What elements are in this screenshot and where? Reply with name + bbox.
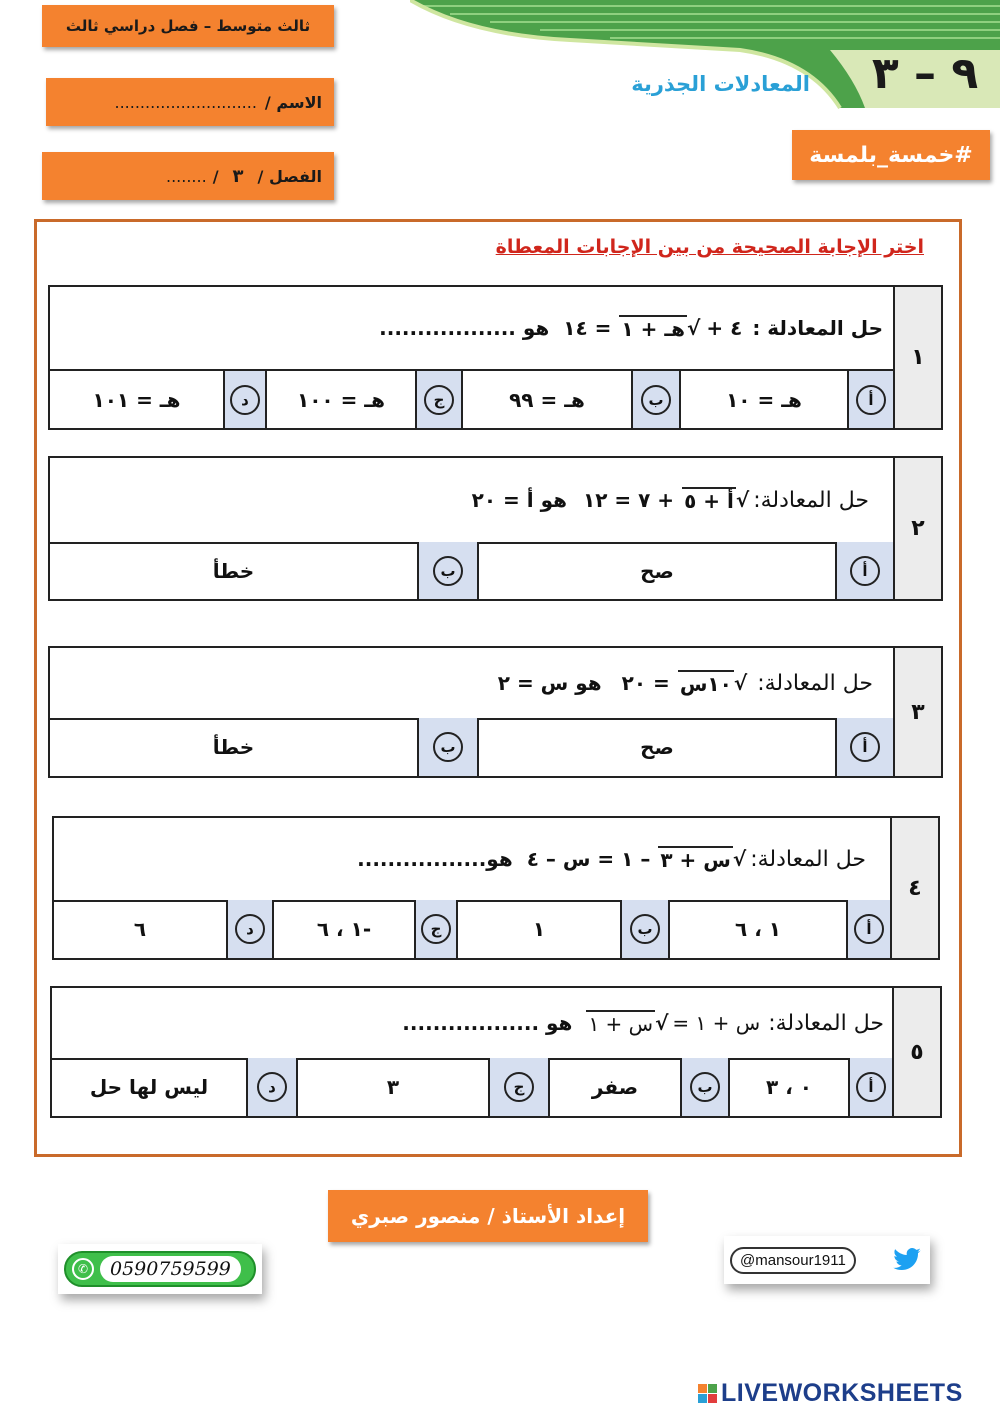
- question-number: ٢: [893, 458, 941, 599]
- option-letter-c[interactable]: ج: [415, 371, 461, 428]
- option-letter-a[interactable]: أ: [846, 900, 890, 958]
- option-b[interactable]: ١: [456, 900, 620, 958]
- option-letter-a[interactable]: أ: [835, 718, 893, 776]
- class-value: ٣: [232, 165, 244, 187]
- hashtag-badge: [792, 130, 990, 180]
- option-a[interactable]: ١ ، ٦: [668, 900, 846, 958]
- question-number: ١: [893, 287, 941, 428]
- option-letter-c[interactable]: ج: [414, 900, 456, 958]
- options-row: [54, 900, 890, 958]
- sqrt-icon: √: [687, 316, 701, 340]
- class-dots[interactable]: ........: [166, 166, 207, 186]
- stem-eq-left: س + ١ =: [672, 1011, 761, 1035]
- name-input[interactable]: ............................: [114, 92, 257, 112]
- class-label: الفصل /: [257, 166, 322, 186]
- phone-card: [58, 1244, 262, 1294]
- option-a[interactable]: صح: [477, 542, 835, 599]
- option-a[interactable]: صح: [477, 718, 835, 776]
- options-row: [52, 1058, 892, 1116]
- stem-radicand: س + ٣: [660, 848, 731, 872]
- option-b[interactable]: خطأ: [212, 558, 255, 583]
- option-letter-a[interactable]: أ: [835, 542, 893, 599]
- stem-radicand: ١٠س: [679, 672, 732, 696]
- question-stem: [54, 818, 890, 902]
- stem-eq-right: + ٧ = ١٢: [583, 488, 675, 512]
- grade-label-box: [42, 5, 334, 47]
- question-stem: [52, 988, 892, 1060]
- option-c[interactable]: ٣: [296, 1058, 488, 1116]
- stem-prefix: حل المعادلة :: [752, 316, 883, 340]
- phone-number: 0590759599: [100, 1256, 241, 1282]
- liveworksheets-brand: [698, 1378, 994, 1408]
- stem-eq-right: = ١٤: [563, 316, 612, 340]
- sqrt-icon: √: [732, 847, 747, 871]
- liveworksheets-logo-icon: [698, 1384, 717, 1403]
- question-stem: [50, 458, 893, 544]
- author-text: إعداد الأستاذ / منصور صبري: [350, 1204, 626, 1228]
- option-letter-c[interactable]: ج: [488, 1058, 548, 1116]
- option-letter-b[interactable]: ب: [631, 371, 679, 428]
- sqrt-icon: √: [733, 671, 748, 695]
- stem-suffix: هو أ = ٢٠: [471, 488, 568, 512]
- option-letter-b[interactable]: ب: [417, 718, 477, 776]
- hashtag-text: #خمسة_بلمسة: [809, 142, 973, 168]
- stem-radicand: هـ + ١: [621, 317, 686, 341]
- lesson-title: المعادلات الجذرية: [631, 72, 810, 96]
- stem-prefix: حل المعادلة:: [753, 487, 869, 513]
- question-number: ٤: [890, 818, 938, 958]
- name-label: الاسم /: [264, 92, 322, 112]
- phone-pill: [64, 1251, 256, 1287]
- option-letter-d[interactable]: د: [223, 371, 265, 428]
- stem-suffix: هو س = ٢: [497, 671, 602, 695]
- options-row: [50, 542, 893, 599]
- twitter-handle: @mansour1911: [730, 1247, 856, 1274]
- twitter-card: [724, 1236, 930, 1284]
- question-5: [50, 986, 942, 1118]
- stem-suffix: هو ..................: [402, 1011, 573, 1035]
- option-d[interactable]: ٦: [133, 917, 147, 941]
- question-number: ٥: [892, 988, 940, 1116]
- sqrt-icon: √: [735, 488, 750, 512]
- question-number: ٣: [893, 648, 941, 776]
- question-2: [48, 456, 943, 601]
- option-b[interactable]: خطأ: [212, 735, 255, 759]
- question-4: [52, 816, 940, 960]
- option-a[interactable]: ٠ ، ٣: [728, 1058, 848, 1116]
- option-a[interactable]: هـ = ١٠: [679, 371, 847, 428]
- stem-prefix: حل المعادلة:: [750, 846, 866, 872]
- class-separator: /: [212, 166, 219, 186]
- sqrt-icon: √: [655, 1011, 669, 1035]
- question-stem: [50, 287, 893, 371]
- option-letter-b[interactable]: ب: [417, 542, 477, 599]
- name-field-box: [46, 78, 334, 126]
- option-letter-d[interactable]: د: [226, 900, 272, 958]
- class-field-box: [42, 152, 334, 200]
- option-d[interactable]: هـ = ١٠١: [92, 387, 181, 412]
- question-stem: [50, 648, 893, 720]
- option-b[interactable]: هـ = ٩٩: [461, 371, 631, 428]
- whatsapp-icon: ✆: [72, 1258, 94, 1280]
- option-letter-a[interactable]: أ: [848, 1058, 892, 1116]
- option-letter-a[interactable]: أ: [847, 371, 893, 428]
- option-d[interactable]: ليس لها حل: [89, 1075, 209, 1099]
- option-c[interactable]: -١ ، ٦: [272, 900, 414, 958]
- option-c[interactable]: هـ = ١٠٠: [265, 371, 415, 428]
- options-row: [50, 371, 893, 428]
- twitter-bird-icon: [890, 1245, 924, 1275]
- stem-radicand: س + ١: [588, 1012, 654, 1036]
- stem-eq-right: = ٢٠: [621, 671, 670, 695]
- author-badge: [328, 1190, 648, 1242]
- liveworksheets-text: LIVEWORKSHEETS: [721, 1378, 963, 1407]
- options-row: [50, 718, 893, 776]
- stem-suffix: هو ..................: [379, 316, 550, 340]
- question-3: [48, 646, 943, 778]
- stem-suffix: هو.................: [357, 847, 513, 871]
- grade-label: ثالث متوسط – فصل دراسي ثالث: [65, 17, 311, 35]
- instruction-text: اختر الإجابة الصحيحة من بين الإجابات المعطاة: [495, 236, 924, 258]
- option-letter-d[interactable]: د: [246, 1058, 296, 1116]
- option-letter-b[interactable]: ب: [620, 900, 668, 958]
- option-letter-b[interactable]: ب: [680, 1058, 728, 1116]
- stem-prefix: حل المعادلة:: [757, 670, 873, 696]
- stem-eq-left: ٤ +: [706, 316, 743, 340]
- option-b[interactable]: صفر: [548, 1058, 680, 1116]
- stem-prefix: حل المعادلة:: [768, 1010, 884, 1036]
- stem-radicand: أ + ٥: [684, 489, 734, 513]
- question-1: [48, 285, 943, 430]
- stem-eq-right: – ١ = س – ٤: [526, 847, 651, 871]
- lesson-number: ٩ – ٣: [871, 48, 979, 99]
